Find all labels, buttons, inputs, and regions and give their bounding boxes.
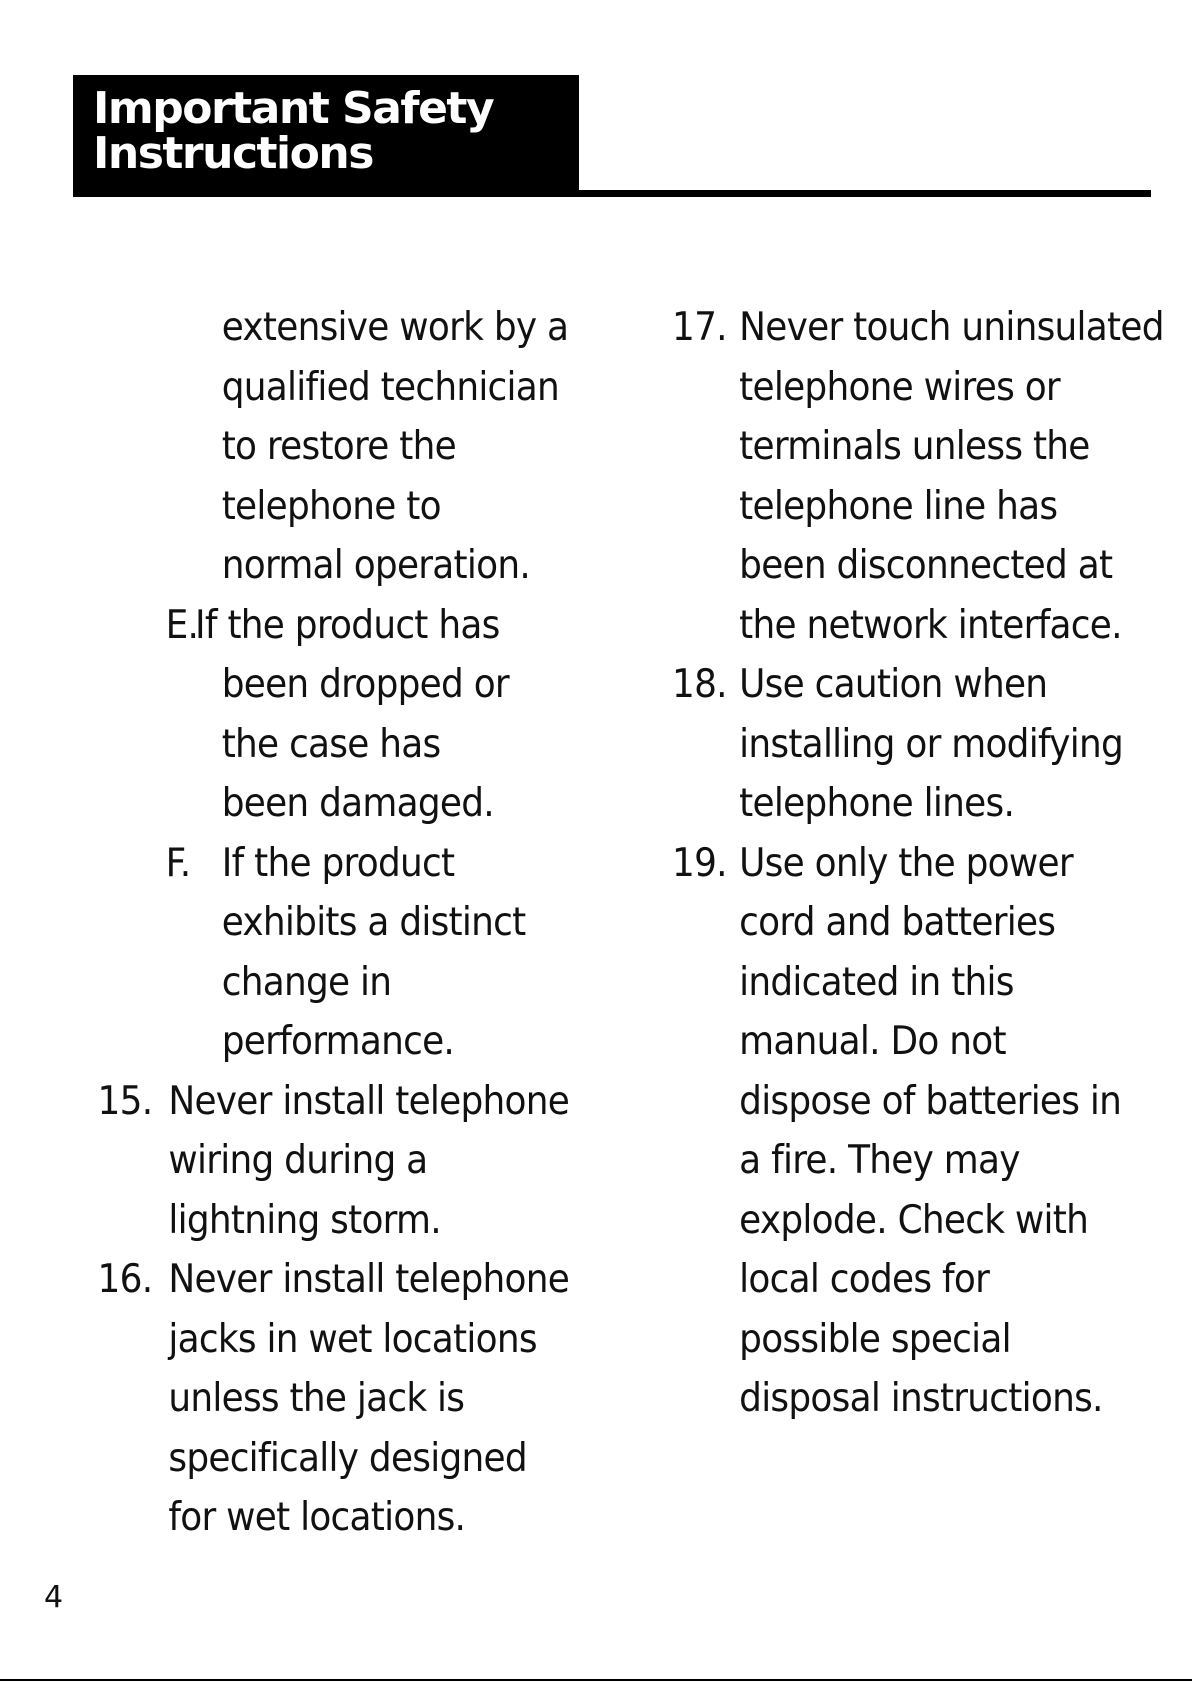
- list-item-18: [739, 655, 1123, 834]
- list-item-e-rest: [222, 655, 509, 834]
- text-line: explode. Check with: [739, 1197, 1089, 1243]
- text-line: telephone to: [221, 483, 441, 529]
- text-line: telephone line has: [739, 483, 1058, 529]
- text-line: telephone wires or: [739, 364, 1060, 410]
- text-line: Never install telephone: [168, 1078, 570, 1124]
- text-line: Use only the power: [739, 840, 1073, 886]
- list-item-17: [739, 298, 1164, 655]
- text-line: jacks in wet locations: [168, 1316, 537, 1362]
- page-title-line-2: Instructions: [93, 128, 373, 179]
- list-item-f: [222, 834, 526, 1072]
- text-line: extensive work by a: [221, 305, 569, 350]
- text-line: telephone lines.: [739, 781, 1015, 826]
- list-number-16: 16.: [97, 1257, 153, 1302]
- text-line: to restore the: [221, 424, 456, 469]
- list-item-19: [739, 834, 1121, 1429]
- text-line: Use caution when: [739, 662, 1048, 707]
- text-line: local codes for: [739, 1257, 990, 1302]
- text-line: terminals unless the: [739, 424, 1090, 469]
- text-line: change in: [221, 959, 392, 1005]
- list-number-17: 17.: [672, 305, 727, 350]
- list-number-18: 18.: [672, 662, 727, 707]
- text-line: Never install telephone: [168, 1257, 570, 1302]
- text-line: been damaged.: [221, 781, 494, 826]
- continuation-text: [222, 298, 569, 596]
- text-line: specifically designed: [168, 1435, 527, 1481]
- text-line: cord and batteries: [739, 900, 1056, 945]
- list-number-19: 19.: [672, 840, 727, 886]
- list-marker-f: F.: [165, 840, 191, 886]
- list-marker-e: E.: [165, 602, 199, 648]
- list-item-e-first: If the product has: [195, 602, 500, 648]
- text-line: been disconnected at: [739, 543, 1113, 588]
- text-line: installing or modifying: [739, 721, 1124, 767]
- text-line: dispose of batteries in: [739, 1078, 1122, 1124]
- text-line: If the product: [221, 840, 455, 886]
- page-title: [93, 83, 494, 179]
- text-line: the network interface.: [739, 602, 1122, 648]
- text-line: qualified technician: [221, 364, 560, 410]
- text-line: for wet locations.: [168, 1495, 466, 1540]
- page-number: 4: [44, 1580, 64, 1615]
- header-rule: [73, 190, 1151, 197]
- text-line: been dropped or: [221, 662, 509, 707]
- list-item-16: [168, 1250, 569, 1548]
- text-line: unless the jack is: [168, 1376, 465, 1421]
- text-line: manual. Do not: [739, 1019, 1006, 1064]
- page-title-line-1: Important Safety: [93, 83, 494, 134]
- text-line: indicated in this: [739, 959, 1014, 1005]
- text-line: wiring during a: [168, 1138, 428, 1183]
- text-line: normal operation.: [221, 543, 531, 588]
- text-line: performance.: [221, 1019, 455, 1064]
- list-item-15: [168, 1072, 569, 1251]
- bottom-rule: [0, 1679, 1192, 1681]
- text-line: the case has: [221, 721, 441, 767]
- list-number-15: 15.: [97, 1078, 153, 1124]
- text-line: lightning storm.: [168, 1197, 441, 1243]
- text-line: possible special: [739, 1316, 1011, 1362]
- text-line: Never touch uninsulated: [739, 305, 1164, 350]
- text-line: a fire. They may: [739, 1138, 1020, 1183]
- text-line: disposal instructions.: [739, 1376, 1103, 1421]
- text-line: exhibits a distinct: [221, 900, 526, 945]
